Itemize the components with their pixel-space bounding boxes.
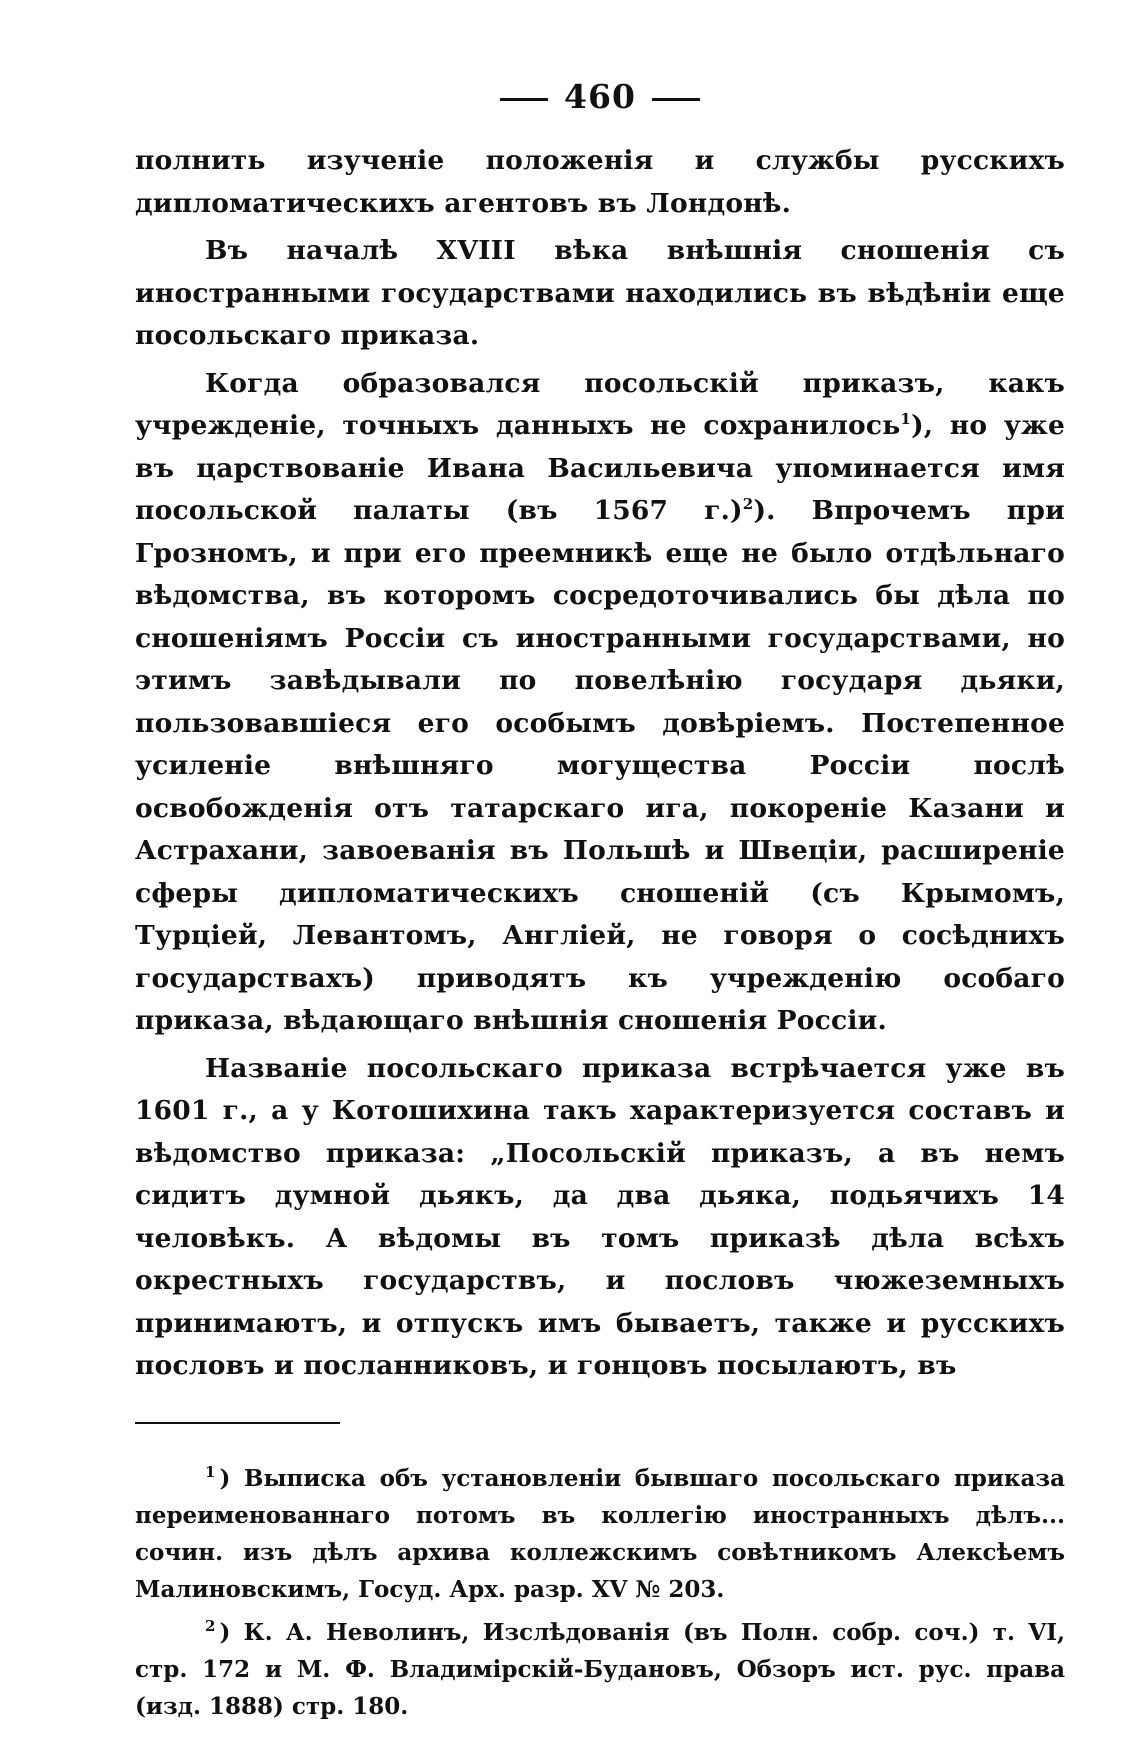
page-number (135, 72, 1065, 122)
footnote-2 (135, 1614, 1065, 1725)
page-number-dash-left (500, 98, 548, 101)
paragraph-part: Когда образовался посольскій приказъ, какъ учрежденіе, точныхъ данныхъ не сохранилось (135, 367, 1065, 441)
page-number-value: 460 (564, 77, 636, 116)
paragraph-part: ), но уже въ царствованіе Ивана Васильевича упоминается имя посольской палаты (въ 1567 г.) (135, 410, 1065, 526)
paragraph-continuation: полнить изученіе положенія и службы русскихъ дипломатическихъ агентовъ въ Лондонѣ. (135, 145, 1065, 219)
paragraph-part: ). Впрочемъ при Грозномъ, и при его преемникѣ еще не было отдѣльнаго вѣдомства, въ которомъ сосредоточивались бы дѣла по сношеніямъ Россіи съ иностранными государствами, но этимъ завѣдывали по повелѣнію государя дьяки, пользовавшіеся его особымъ довѣріемъ. Постепенное усиленіе внѣшняго могущества Россіи послѣ освобожденія отъ татарскаго ига, покореніе Казани и Астрахани, завоеванія въ Польшѣ и Швеціи, расширеніе сферы дипломатическихъ сношеній (съ Крымомъ, Турціей, Левантомъ, Англіей, не говоря о сосѣднихъ государствахъ) приводятъ къ учрежденію особаго приказа, вѣдающаго внѣшнія сношенія Россіи. (135, 495, 1065, 1036)
main-text (135, 140, 1065, 1388)
footnote-ref-2: 2 (742, 495, 754, 514)
footnote-ref-1: 1 (900, 410, 912, 429)
footnote-text: ) К. А. Неволинъ, Изслѣдованія (въ Полн. собр. соч.) т. VI, стр. 172 и М. Ф. Владимірскій-Будановъ, Обзоръ ист. рус. права (изд. 1888) стр. 180. (135, 1618, 1065, 1720)
paragraph-kotoshikhin: Названіе посольскаго приказа встрѣчается уже въ 1601 г., а у Котошихина такъ характеризуется составъ и вѣдомство приказа: „Посольскій приказъ, а въ немъ сидитъ думной дьякъ, да два дьяка, подьячихъ 14 человѣкъ. А вѣдомы въ томъ приказѣ дѣла всѣхъ окрестныхъ государствъ, и пословъ чюжеземныхъ принимаютъ, и отпускъ имъ бываетъ, также и русскихъ пословъ и посланниковъ, и гонцовъ посылаютъ, въ (135, 1052, 1065, 1381)
page-number-dash-right (652, 98, 700, 101)
book-page (135, 72, 1065, 1725)
footnote-1 (135, 1460, 1065, 1608)
footnote-mark: 1 (205, 1462, 216, 1481)
footnotes (135, 1460, 1065, 1725)
footnote-text: ) Выписка объ установленіи бывшаго посольскаго приказа переименованнаго потомъ въ коллегію иностранныхъ дѣлъ... сочин. изъ дѣлъ архива коллежскимъ совѣтникомъ Алексѣемъ Малиновскимъ, Госуд. Арх. разр. XV № 203. (135, 1464, 1065, 1603)
footnote-separator (135, 1422, 340, 1424)
paragraph-posolsky-prikaz-origin (135, 363, 1065, 1043)
footnote-mark: 2 (205, 1616, 216, 1635)
paragraph-xviii-century: Въ началѣ XVIII вѣка внѣшнія сношенія съ иностранными государствами находились въ вѣдѣніи еще посольскаго приказа. (135, 235, 1065, 351)
